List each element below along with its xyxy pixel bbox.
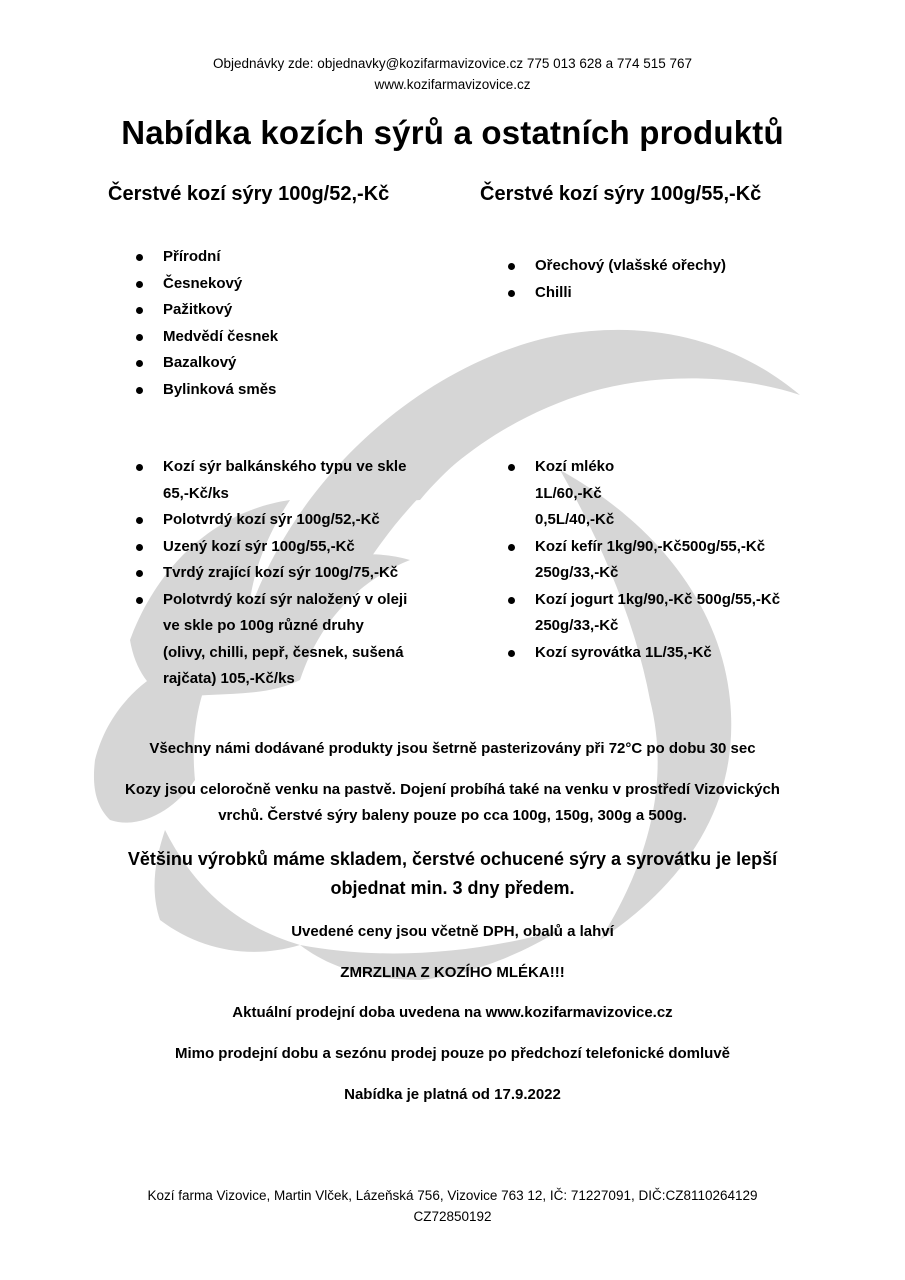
fresh-cheese-55-heading: Čerstvé kozí sýry 100g/55,-Kč bbox=[480, 183, 762, 205]
list-item: Kozí kefír 1kg/90,-Kč500g/55,-Kč 250g/33,-Kč bbox=[535, 534, 835, 587]
other-products-left-list bbox=[163, 454, 463, 693]
bullet-icon bbox=[508, 597, 515, 604]
list-item: Kozí jogurt 1kg/90,-Kč 500g/55,-Kč 250g/33,-Kč bbox=[535, 587, 835, 640]
list-item: Bazalkový bbox=[163, 350, 278, 377]
list-item: Bylinková směs bbox=[163, 377, 278, 404]
footer-vat-id-line: CZ72850192 bbox=[413, 1209, 492, 1224]
list-item: Kozí sýr balkánského typu ve skle 65,-Kč/ks bbox=[163, 454, 463, 507]
list-item: Kozí mléko 1L/60,-Kč 0,5L/40,-Kč bbox=[535, 454, 835, 534]
bullet-icon bbox=[136, 334, 143, 341]
stock-note-line2: objednat min. 3 dny předem. bbox=[330, 878, 575, 898]
page-title: Nabídka kozích sýrů a ostatních produktů bbox=[121, 114, 784, 151]
vat-note: Uvedené ceny jsou včetně DPH, obalů a lahví bbox=[291, 923, 614, 940]
list-item: Ořechový (vlašské ořechy) bbox=[535, 253, 726, 280]
bullet-icon bbox=[508, 650, 515, 657]
bullet-icon bbox=[508, 263, 515, 270]
bullet-icon bbox=[136, 597, 143, 604]
bullet-icon bbox=[136, 570, 143, 577]
pasture-note-line1: Kozy jsou celoročně venku na pastvě. Dojení probíhá také na venku v prostředí Vizovických bbox=[125, 781, 780, 798]
list-item: Přírodní bbox=[163, 244, 278, 271]
bullet-icon bbox=[136, 544, 143, 551]
bullet-icon bbox=[136, 281, 143, 288]
bullet-icon bbox=[136, 307, 143, 314]
list-item: Tvrdý zrající kozí sýr 100g/75,-Kč bbox=[163, 560, 463, 587]
bullet-icon bbox=[508, 544, 515, 551]
pasteurization-note: Všechny námi dodávané produkty jsou šetrně pasterizovány při 72°C po dobu 30 sec bbox=[149, 740, 756, 757]
validity-note: Nabídka je platná od 17.9.2022 bbox=[344, 1086, 561, 1103]
list-item: Kozí syrovátka 1L/35,-Kč bbox=[535, 640, 835, 667]
bullet-icon bbox=[136, 254, 143, 261]
list-item: Polotvrdý kozí sýr 100g/52,-Kč bbox=[163, 507, 463, 534]
list-item: Polotvrdý kozí sýr naložený v oleji ve skle po 100g různé druhy (olivy, chilli, pepř, česnek, sušená rajčata) 105,-Kč/ks bbox=[163, 587, 463, 693]
fresh-cheese-55-list bbox=[535, 253, 726, 306]
bullet-icon bbox=[508, 464, 515, 471]
list-item: Chilli bbox=[535, 280, 726, 307]
off-season-note: Mimo prodejní dobu a sezónu prodej pouze po předchozí telefonické domluvě bbox=[174, 1045, 731, 1062]
list-item: Medvědí česnek bbox=[163, 324, 278, 351]
bullet-icon bbox=[508, 290, 515, 297]
list-item: Uzený kozí sýr 100g/55,-Kč bbox=[163, 534, 463, 561]
icecream-note: ZMRZLINA Z KOZÍHO MLÉKA!!! bbox=[340, 964, 565, 981]
footer-company-line: Kozí farma Vizovice, Martin Vlček, Lázeňská 756, Vizovice 763 12, IČ: 71227091, DIČ:CZ8110264129 bbox=[147, 1188, 758, 1203]
order-contact-line: Objednávky zde: objednavky@kozifarmavizovice.cz 775 013 628 a 774 515 767 bbox=[213, 56, 692, 71]
bullet-icon bbox=[136, 464, 143, 471]
list-item: Česnekový bbox=[163, 271, 278, 298]
sales-hours-note: Aktuální prodejní doba uvedena na www.kozifarmavizovice.cz bbox=[232, 1004, 673, 1021]
bullet-icon bbox=[136, 517, 143, 524]
fresh-cheese-52-list bbox=[163, 244, 278, 403]
other-products-right-list bbox=[535, 454, 835, 666]
bullet-icon bbox=[136, 360, 143, 367]
list-item: Pažitkový bbox=[163, 297, 278, 324]
pasture-note-line2: vrchů. Čerstvé sýry baleny pouze po cca 100g, 150g, 300g a 500g. bbox=[218, 807, 687, 824]
stock-note-line1: Většinu výrobků máme skladem, čerstvé ochucené sýry a syrovátku je lepší bbox=[127, 849, 778, 869]
fresh-cheese-52-heading: Čerstvé kozí sýry 100g/52,-Kč bbox=[108, 183, 390, 205]
bullet-icon bbox=[136, 387, 143, 394]
website-line: www.kozifarmavizovice.cz bbox=[374, 77, 531, 92]
